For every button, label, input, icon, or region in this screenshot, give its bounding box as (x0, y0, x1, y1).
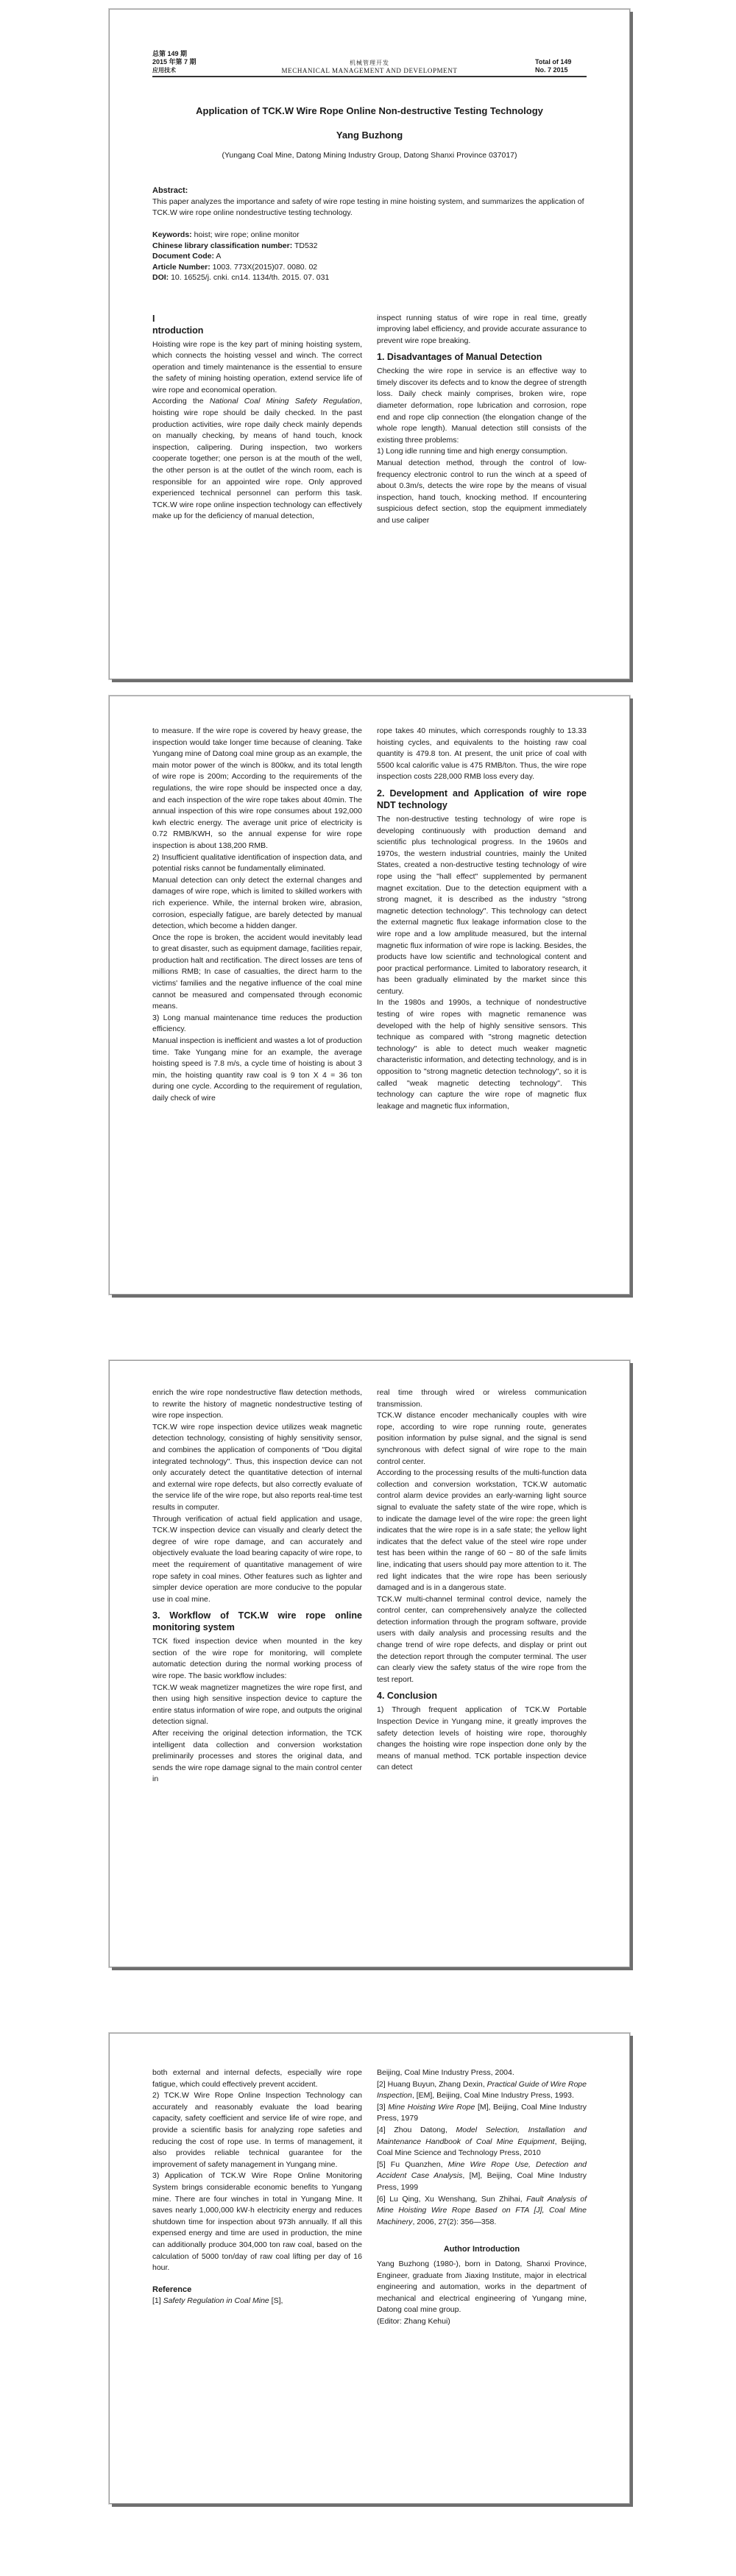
document-page-1 (109, 9, 630, 679)
section-4-heading: 4. Conclusion (377, 1691, 437, 1702)
intro-heading: ntroduction (152, 325, 204, 336)
references-heading: Reference (152, 2285, 192, 2294)
page2-right-column (377, 726, 587, 1112)
issue-cn: 总第 149 期 (152, 50, 188, 57)
journal-total-block (535, 58, 587, 74)
section-3-heading: 3. Workflow of TCK.W wire rope online monitoring system (152, 1610, 362, 1633)
page3-left-column (152, 1387, 362, 1786)
journal-number: No. 7 2015 (535, 66, 568, 74)
page2-paragraph-6: Manual inspection is inefficient and wastes a lot of production time. Take Yungang mine for an example, the average hoisting speed is 7.8 m/s, a cycle time of hoisting is about 3 min, the hoisting quantity raw coal is 9 ton X 4 = 36 ton during one cycle. According to the requirement of regulation, daily check of wire (152, 1036, 362, 1103)
intro-paragraph-3: inspect running status of wire rope in real time, greatly improving label efficiency, and provide accurate assurance to prevent wire rope breaking. (377, 313, 587, 345)
section-2-heading: 2. Development and Application of wire rope NDT technology (377, 788, 587, 810)
page1-left-column (152, 313, 362, 527)
author-intro-heading: Author Introduction (443, 2245, 520, 2254)
section-1-paragraph-1: Checking the wire rope in service is an effective way to timely discover its defects and to know the degree of strength loss. Daily check mainly comprises, broken wire, rope diameter deformation, rope lubrication and corrosion, rope end and rope clip connection (the elongation change of the whole rope length). Manual detection still consists of the existing three problems: (377, 367, 587, 445)
document-page-2 (109, 696, 630, 1295)
page2-columns (152, 726, 587, 1112)
page3-paragraph-2: TCK.W wire rope inspection device utilizes weak magnetic detection technology, consisting of highly sensitivity sensor, and combines the application of components of "Dou digital integrated technology". Thus, this inspection device can not only accurately detect the quantitative detection of internal and external wire rope defects, but also correctly evaluate of the service life of the wire rope, but also reports real-time test results in computer. (152, 1422, 362, 1512)
section-1-paragraph-2: 1) Long idle running time and high energy consumption. (377, 447, 568, 456)
meta-classification: Chinese library classification number: TD532 (152, 241, 318, 250)
page4-left-column (152, 2067, 362, 2327)
page1-right-column (377, 313, 587, 527)
paper-title: Application of TCK.W Wire Rope Online Non-destructive Testing Technology (196, 105, 543, 116)
section-2-paragraph-2: In the 1980s and 1990s, a technique of nondestructive testing of wire ropes with magnetic remanence was developed with the help of highly sensitive sensors. This technique as compared with "strong magnetic detection technology" is able to detect much weaker magnetic characteristic information, and detecting technology, and is in opposition to "strong magnetic detection technology", so it is called "weak magnetic detecting technology". This technology can capture the wire rope of magnetic flux leakage and magnetic flux information, (377, 998, 587, 1111)
journal-name-en: MECHANICAL MANAGEMENT AND DEVELOPMENT (281, 67, 458, 74)
section-3-paragraph-3: After receiving the original detection information, the TCK intelligent data collection and conversion workstation preliminarily processes and stores the original data, and sends the wire rope damage signal to the main control center in (152, 1729, 362, 1784)
journal-total: Total of 149 (535, 58, 572, 66)
meta-article-number: Article Number: 1003. 773X(2015)07. 0080. 02 (152, 262, 318, 272)
section-1-paragraph-3: Manual detection method, through the control of low-frequency electronic control to run the winch at a speed of about 0.3m/s, detects the wire rope by the means of visual inspection, hand touch, knocking method. If encountering suspicious defect section, stop the equipment immediately and use caliper (377, 459, 587, 525)
document-page-4 (109, 2033, 630, 2504)
paper-meta (152, 230, 587, 283)
section-2-paragraph-1: The non-destructive testing technology of wire rope is developing continuously with production demand and scientific plus technological progress. In the 1960s and 1970s, the western industrial countries, mainly the United States, created a non-destructive testing technology of wire rope using the "hall effect" supplemented by permanent magnet excitation. Due to the detection equipment with a strong magnet, it is described as the industry "strong magnetic detection technology". This technology can detect the external magnetic flux leakage information close to the wire rope and a low amplitude measured, but the internal magnetic flux information of wire rope is lacking. Besides, the products have low scientific and technological content and poor practical performance. Limited to laboratory research, it has been gradually eliminated by the market since this century. (377, 814, 587, 996)
reference-6: [6] Lu Qing, Xu Wenshang, Sun Zhihai, Fault Analysis of Mine Hoisting Wire Rope Based on FTA [J], Coal Mine Machinery, 2006, 27(2): 356—358. (377, 2194, 587, 2226)
page3-right-column (377, 1387, 587, 1786)
intro-paragraph-2: According the National Coal Mining Safety Regulation, hoisting wire rope should be daily checked. In the past production activities, wire rope daily check mainly depends on manually checking, by means of hand touch, knock inspection, calipering. During inspection, two workers cooperate together; one person is at the mouth of the well, the other person is at the outlet of the winch room, each is responsible for an appointed wire rope. Only approved experienced technical personnel can perform this task. TCK.W wire rope online inspection technology can effectively make up for the deficiency of manual detection, (152, 397, 362, 521)
page2-paragraph-4: Once the rope is broken, the accident would inevitably lead to great disaster, such as equipment damage, facilities repair, production halt and rectification. The direct losses are tens of millions RMB; In case of casualties, the direct harm to the victims' families and the negative influence of the coal mine cannot be measured and compensated through economic means. (152, 933, 362, 1011)
abstract-heading: Abstract: (152, 186, 188, 195)
reference-2: [2] Huang Buyun, Zhang Dexin, Practical Guide of Wire Rope Inspection, [EM], Beijing, Coal Mine Industry Press, 1993. (377, 2079, 587, 2101)
page2-left-column (152, 726, 362, 1112)
conclusion-paragraph-3: 2) TCK.W Wire Rope Online Inspection Technology can accurately and reasonably evaluate the load bearing capacity, safety coefficient and service life of wire rope, and provide a scientific basis for analyzing rope safeties and reducing the cost of rope use. In terms of management, it also provides reliable technical guarantee for the improvement of safety management in Yungang mine. (152, 2091, 362, 2169)
page3-paragraph-3: Through verification of actual field application and usage, TCK.W inspection device can visually and clearly detect the degree of wire rope damage, and can accurately and objectively evaluate the load bearing capacity of wire rope, to meet the requirement of quantitative management of wire rope safety in coal mines. Other features such as lighter and simpler device operation are more conducive to the popular use in coal mine. (152, 1514, 362, 1604)
reference-4: [4] Zhou Datong, Model Selection, Installation and Maintenance Handbook of Coal Mine Equipment, Beijing, Coal Mine Science and Technology Press, 2010 (377, 2125, 587, 2158)
section-3-paragraph-1: TCK fixed inspection device when mounted in the key section of the wire rope for monitoring, will complete automatic detection during the normal working process of wire rope. The basic workflow includes: (152, 1637, 362, 1681)
document-page-3 (109, 1360, 630, 1967)
page4-right-column (377, 2067, 587, 2327)
author-intro-text: Yang Buzhong (1980-), born in Datong, Shanxi Province, Engineer, graduate from Jiaxing Institute, major in electrical engineering and automation, works in the department of mechanical and electrical engineering of Yungang mine, Datong coal mine group. (377, 2259, 587, 2315)
section-3-paragraph-6: According to the processing results of the multi-function data collection and conversion workstation, TCK.W automatic control alarm device provides an early-warning light source signal to evaluate the safety state of the wire rope, which is to indicate the damage level of the wire rope: the green light indicates that the wire rope is in a safe state; the yellow light indicates that the defect value of the steel wire rope under test has been within the range of 60 ~ 80 of the safe limits line, indicating that users should pay more attention to it. The red light indicates that the wire rope has been seriously damaged and is in a dangerous state. (377, 1468, 587, 1593)
intro-dropcap: I (152, 313, 155, 324)
page2-paragraph-7: rope takes 40 minutes, which corresponds roughly to 13.33 hoisting cycles, and equivalents to the hoisting raw coal quantity is 479.8 ton. At present, the unit price of coal with 5500 kcal calorific value is 475 RMB/ton. Thus, the wire rope inspection costs 228,000 RMB loss every day. (377, 726, 587, 782)
section-3-paragraph-2: TCK.W weak magnetizer magnetizes the wire rope first, and then using high sensitive inspection device to capture the entire status information of wire rope, and outputs the original detection signal. (152, 1682, 362, 1727)
intro-paragraph-1: Hoisting wire rope is the key part of mining hoisting system, which connects the hoisting vessel and winch. The correct operation and timely maintenance is the essential to ensure the safety of mining hoisting operation, extend service life of wire rope and economical operation. (152, 339, 362, 394)
column-cn: 应用技术 (152, 67, 176, 74)
meta-doi: DOI: 10. 16525/j. cnki. cn14. 1134/th. 2015. 07. 031 (152, 273, 330, 282)
paper-affiliation: (Yungang Coal Mine, Datong Mining Industry Group, Datong Shanxi Province 037017) (222, 151, 517, 160)
section-3-paragraph-7: TCK.W multi-channel terminal control device, namely the control center, can comprehensively analyze the collected detection information through the program software, provide users with daily analysis and processing results and the change trend of wire rope defects, and display or print out the detection report through the computer terminal. The user can clearly view the safety status of the wire rope from the test report. (377, 1594, 587, 1684)
reference-1: [1] Safety Regulation in Coal Mine [S], (152, 2296, 283, 2306)
page3-columns (152, 1387, 587, 1786)
page1-columns (152, 313, 587, 527)
journal-name-block (204, 59, 535, 74)
journal-issue-block (152, 50, 204, 74)
paper-author: Yang Buzhong (336, 130, 403, 141)
section-3-paragraph-4: real time through wired or wireless communication transmission. (377, 1388, 587, 1409)
conclusion-paragraph-4: 3) Application of TCK.W Wire Rope Online Monitoring System brings considerable economic benefits to Yungang mine. There are four winches in total in Yungang Mine. It saves nearly 1,000,000 kW·h electricity energy and reduces shutdown time for inspection about 973h annually. If all this expensed energy and time are used in production, the mine can additionally produce 304,000 ton raw coal, based on the calculation of 5000 ton/day of raw coal lifting per day of 16 hour. (152, 2171, 362, 2273)
page2-paragraph-2: 2) Insufficient qualitative identification of inspection data, and potential risks cannot be fundamentally eliminated. (152, 852, 362, 874)
conclusion-paragraph-2: both external and internal defects, especially wire rope fatigue, which could effectively prevent accident. (152, 2068, 362, 2089)
reference-5: [5] Fu Quanzhen, Mine Wire Rope Use, Detection and Accident Case Analysis, [M], Beijing, Coal Mine Industry Press, 1999 (377, 2159, 587, 2192)
page2-paragraph-1: to measure. If the wire rope is covered by heavy grease, the inspection would take longer time because of cleaning. Take Yungang mine of Datong coal mine group as an example, the main motor power of the winch is 800kw, and its total length of wire rope is 200m; According to the requirements of the regulations, the wire rope should be inspected once a day, and each inspection of the wire rope takes about 40min. The annual inspection of this wire rope consumes about 192,000 kwh electric energy. The average unit price of electricity is 0.72 RMB/KWH, so the annual expense for wire rope inspection is about 138,200 RMB. (152, 726, 362, 850)
journal-header (152, 50, 587, 77)
abstract-text: This paper analyzes the importance and safety of wire rope testing in mine hoisting system, and summarizes the application of TCK.W wire rope online nondestructive testing technology. (152, 197, 584, 217)
page2-paragraph-3: Manual detection can only detect the external changes and damages of wire rope, which is limited to skilled workers with rich experience. While, the internal broken wire, abrasion, corrosion, especially fatigue, are barely detected by manual detection, which become a hidden danger. (152, 875, 362, 931)
section-1-heading: 1. Disadvantages of Manual Detection (377, 352, 542, 363)
page4-columns (152, 2067, 587, 2327)
section-3-paragraph-5: TCK.W distance encoder mechanically couples with wire rope, according to wire rope running route, generates position information by pulse signal, and the signal is send synchronous with defect signal of wire rope to the main control center. (377, 1411, 587, 1466)
page3-paragraph-1: enrich the wire rope nondestructive flaw detection methods, to rewrite the history of magnetic nondestructive testing of wire rope inspection. (152, 1388, 362, 1420)
meta-document-code: Document Code: A (152, 252, 222, 261)
reference-1-continued: Beijing, Coal Mine Industry Press, 2004. (377, 2068, 514, 2077)
year-issue-cn: 2015 年第 7 期 (152, 58, 197, 66)
editor-note: (Editor: Zhang Kehui) (377, 2316, 450, 2326)
journal-name-cn: 机械管理开发 (350, 60, 389, 66)
reference-3: [3] Mine Hoisting Wire Rope [M], Beijing, Coal Mine Industry Press, 1979 (377, 2102, 587, 2123)
meta-keywords: Keywords: hoist; wire rope; online monitor (152, 230, 300, 239)
section-4-paragraph-1: 1) Through frequent application of TCK.W Portable Inspection Device in Yungang mine, it greatly improves the safety detection levels of hoisting wire rope, thoroughly changes the hoisting wire rope inspection done only by the means of manual method. TCK portable inspection device can detect (377, 1705, 587, 1772)
page2-paragraph-5: 3) Long manual maintenance time reduces the production efficiency. (152, 1013, 362, 1034)
